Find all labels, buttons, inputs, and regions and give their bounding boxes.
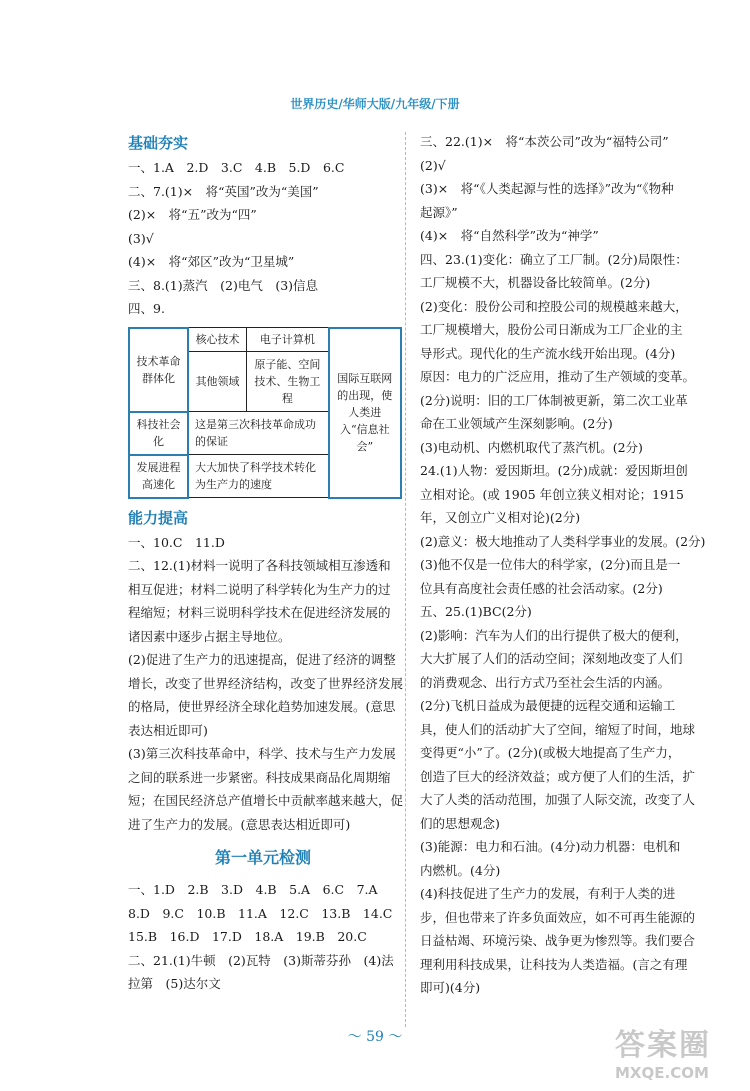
answer-line: 诸因素中逐步占据主导地位。 xyxy=(128,628,291,644)
answer-line: 短；在国民经济总产值增长中贡献率越来越大，促 xyxy=(128,793,404,808)
answer-line: (3)√ xyxy=(128,230,154,246)
answer-line: 工厂规模不大，机器设备比较简单。(2分) xyxy=(420,275,651,290)
answer-line: 三、8.(1)蒸汽 (2)电气 (3)信息 xyxy=(128,277,319,293)
page-number: ～ 59 ～ xyxy=(347,1029,403,1045)
right-column xyxy=(420,130,705,1000)
basics-answers xyxy=(128,156,398,321)
answer-line: (3)能源：电力和石油。(4分)动力机器：电机和 xyxy=(420,839,681,854)
answer-line: (3)他不仅是一位伟大的科学家，(2分)而且是一 xyxy=(420,557,681,572)
answer-line: 工厂规模增大，股份公司日渐成为工厂企业的主 xyxy=(420,322,683,337)
answer-line: 24.(1)人物：爱因斯坦。(2分)成就：爱因斯坦创 xyxy=(420,463,688,478)
answer-line: 位具有高度社会责任感的社会活动家。(2分) xyxy=(420,580,663,596)
answer-line: 起源》” xyxy=(420,204,458,220)
table-cell-internet: 国际互联网的出现，使人类进入“信息社会” xyxy=(329,328,401,498)
answer-line: 理利用科技成果，让科技为人类造福。(言之有理 xyxy=(420,956,688,972)
answer-line: 们的思想观念) xyxy=(420,815,500,831)
answer-line: 立相对论。(或 1905 年创立狭义相对论；1915 xyxy=(420,486,684,502)
table-cell-socialization: 科技社会化 xyxy=(129,412,188,455)
answer-line: 相互促进；材料二说明了科学转化为生产力的过 xyxy=(128,581,391,597)
answer-line: (2分)说明：旧的工厂体制被更新，第二次工业革 xyxy=(420,392,688,408)
answer-line: 年，又创立广义相对论)(2分) xyxy=(420,510,581,525)
table-cell-tech-revolution xyxy=(129,328,188,412)
table-cell-acceleration-value: 大大加快了科学技术转化为生产力的速度 xyxy=(188,455,329,498)
watermark-url: MXQE.COM xyxy=(615,1064,709,1082)
answer-line: (3)第三次科技革命中，科学、技术与生产力发展 xyxy=(128,746,396,761)
table-text: 高速化 xyxy=(142,478,176,491)
answer-line: 大了人类的活动范围，加强了人际交流，改变了人 xyxy=(420,792,696,807)
answer-line: 二、12.(1)材料一说明了各科技领域相互渗透和 xyxy=(128,558,391,573)
watermark-logo xyxy=(615,1020,730,1080)
answer-table xyxy=(128,327,402,499)
answer-line: 内燃机。(4分) xyxy=(420,862,501,878)
answer-line: 程缩短；材料三说明科学技术在促进经济发展的 xyxy=(128,605,391,620)
section-title-basics: 基础夯实 xyxy=(128,134,189,152)
answer-line: (3)× 将“《人类起源与性的选择》”改为“《物种 xyxy=(420,181,674,196)
answer-line: (3)电动机、内燃机取代了蒸汽机。(2分) xyxy=(420,439,643,455)
table-cell-other-label: 其他领域 xyxy=(188,352,247,412)
answer-line: (2)意义：极大地推动了人类科学事业的发展。(2分) xyxy=(420,533,706,549)
improve-answers xyxy=(128,531,404,837)
answer-line: 一、1.A 2.D 3.C 4.B 5.D 6.C xyxy=(128,160,345,175)
answer-line: (4)× 将“自然科学”改为“神学” xyxy=(420,228,599,243)
answer-line: 命在工业领域产生深刻影响。(2分) xyxy=(420,416,613,431)
answer-line: 创造了巨大的经济效益；或方便了人们的生活，扩 xyxy=(420,768,696,784)
table-text: 技术革命 xyxy=(136,354,181,368)
answer-line: (2)变化：股份公司和控股公司的规模越来越大， xyxy=(420,298,688,314)
table-cell-socialization-value: 这是第三次科技革命成功的保证 xyxy=(188,412,329,455)
answer-line: 二、21.(1)牛顿 (2)瓦特 (3)斯蒂芬孙 (4)法 xyxy=(128,952,394,968)
answer-line: (4)科技促进了生产力的发展，有利于人类的进 xyxy=(420,886,676,901)
table-cell-acceleration xyxy=(129,455,188,498)
answer-line: 导形式。现代化的生产流水线开始出现。(4分) xyxy=(420,345,676,361)
unit-test-answers xyxy=(128,878,398,996)
table-text: 群体化 xyxy=(142,371,176,385)
section-title-unit-test: 第一单元检测 xyxy=(214,848,311,867)
answer-line: (2)× 将“五”改为“四” xyxy=(128,207,257,222)
answer-line: 二、7.(1)× 将“英国”改为“美国” xyxy=(128,183,319,199)
answer-line: 大大扩展了人们的活动空间；深刻地改变了人们 xyxy=(420,651,683,666)
answer-line: 的消费观念、出行方式乃至社会生活的内涵。 xyxy=(420,674,671,690)
column-divider xyxy=(405,132,406,1027)
answer-line: 具，使人们的活动扩大了空间，缩短了时间，地球 xyxy=(420,721,696,737)
table-text: 发展进程 xyxy=(136,461,181,474)
answer-line: 进了生产力的发展。(意思表达相近即可) xyxy=(128,816,351,832)
answer-line: 15.B 16.D 17.D 18.A 19.B 20.C xyxy=(128,929,367,944)
table-cell-core-value: 电子计算机 xyxy=(247,328,329,352)
answer-line: 四、9. xyxy=(128,301,165,316)
answer-line: (2)促进了生产力的迅速提高，促进了经济的调整 xyxy=(128,652,396,667)
answer-line: 一、1.D 2.B 3.D 4.B 5.A 6.C 7.A xyxy=(128,882,378,897)
answer-line: 原因：电力的广泛应用，推动了生产领域的变革。 xyxy=(420,369,696,384)
answer-line: 拉第 (5)达尔文 xyxy=(128,976,221,991)
section-title-improve: 能力提高 xyxy=(128,508,189,527)
answer-line: 之间的联系进一步紧密。科技成果商品化周期缩 xyxy=(128,769,391,785)
answer-line: 一、10.C 11.D xyxy=(128,534,225,550)
answer-line: 的格局，使世界经济全球化趋势加速发展。(意思 xyxy=(128,699,396,714)
table-cell-other-value: 原子能、空间技术、生物工程 xyxy=(247,352,329,412)
answer-line: (4)× 将“郊区”改为“卫星城” xyxy=(128,254,295,269)
answer-line: 即可)(4分) xyxy=(420,980,481,995)
answer-line: 8.D 9.C 10.B 11.A 12.C 13.B 14.C xyxy=(128,905,393,921)
answer-line: 日益枯竭、环境污染、战争更为惨烈等。我们要合 xyxy=(420,933,696,948)
answer-line: 步，但也带来了许多负面效应，如不可再生能源的 xyxy=(420,909,696,925)
answer-line: 五、25.(1)BC(2分) xyxy=(420,604,532,619)
table-cell-core-label: 核心技术 xyxy=(188,328,247,352)
answer-line: 表达相近即可) xyxy=(128,722,208,738)
answer-line: 四、23.(1)变化：确立了工厂制。(2分)局限性： xyxy=(420,251,688,267)
answer-line: 增长，改变了世界经济结构，改变了世界经济发展 xyxy=(128,675,404,691)
watermark-text: 答案圈 xyxy=(615,1028,711,1063)
answer-line: (2)√ xyxy=(420,157,446,173)
running-header: 世界历史/华师大版/九年级/下册 xyxy=(290,97,460,111)
answer-line: 三、22.(1)× 将“本茨公司”改为“福特公司” xyxy=(420,134,669,149)
answer-line: (2分)飞机日益成为最便捷的远程交通和运输工 xyxy=(420,698,676,713)
answer-line: (2)影响：汽车为人们的出行提供了极大的便利， xyxy=(420,627,688,643)
left-column xyxy=(128,130,404,996)
answer-line: 变得更“小”了。(2分)(或极大地提高了生产力， xyxy=(420,745,681,760)
